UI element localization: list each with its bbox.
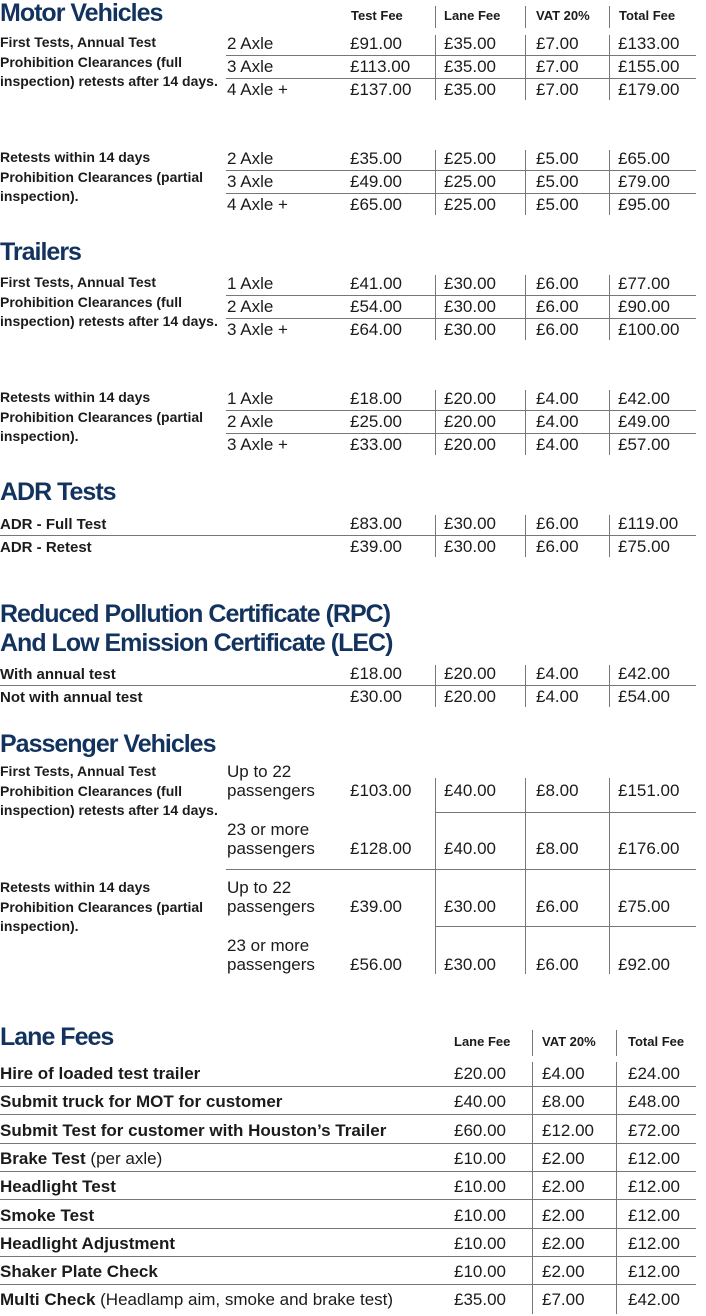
lane-fee-value: £20.00 [454, 1064, 506, 1083]
total-fee-value: £151.00 [618, 781, 680, 800]
column-divider [609, 150, 610, 215]
row-label: With annual test [0, 666, 116, 683]
vat-value: £7.00 [542, 1290, 585, 1310]
axle-label: 2 Axle [227, 412, 274, 431]
column-divider [525, 665, 526, 707]
row-label: Not with annual test [0, 689, 143, 706]
column-divider [525, 275, 526, 340]
vat-value: £6.00 [536, 297, 579, 316]
row-divider [226, 318, 696, 319]
axle-label: 3 Axle [227, 57, 274, 76]
total-fee-value: £42.00 [618, 664, 670, 683]
lane-fee-item-label: Headlight Adjustment [0, 1233, 176, 1253]
group-description: First Tests, Annual Test Prohibition Clearances (full inspection) retests after 14 days. [0, 274, 218, 329]
lane-fee-value: £10.00 [454, 1205, 506, 1225]
section-title-adr-tests: ADR Tests [0, 478, 116, 506]
lane-fee-value: £30.00 [444, 897, 496, 916]
total-fee-value: £12.00 [628, 1148, 680, 1168]
column-divider [435, 390, 436, 455]
group-description: First Tests, Annual Test Prohibition Clearances (full inspection) retests after 14 days. [0, 34, 218, 89]
lane-fee-item [0, 1121, 386, 1141]
lane-fee-value: £25.00 [444, 172, 496, 191]
lane-fee-value: £60.00 [454, 1120, 506, 1140]
axle-label: 2 Axle [227, 34, 274, 53]
passenger-label: Up to 22 [227, 762, 292, 781]
column-divider [609, 515, 610, 557]
lane-fee-value: £10.00 [454, 1177, 506, 1197]
section-title-passenger-vehicles: Passenger Vehicles [0, 730, 216, 758]
vat-value: £5.00 [536, 195, 579, 214]
total-fee-value: £42.00 [618, 389, 670, 408]
test-fee-value: £64.00 [350, 320, 402, 339]
vat-value: £2.00 [542, 1233, 585, 1253]
column-divider [525, 390, 526, 455]
lane-fee-value: £30.00 [444, 297, 496, 316]
test-fee-value: £91.00 [350, 34, 402, 53]
total-fee-value: £95.00 [618, 195, 670, 214]
lane-fee-item [0, 1262, 158, 1282]
row-divider [226, 55, 696, 56]
section-title-lane-fees: Lane Fees [0, 1023, 114, 1051]
lane-fee-item [0, 1064, 200, 1084]
lane-fee-value: £20.00 [444, 389, 496, 408]
section-title-rpc-line1: Reduced Pollution Certificate (RPC) [0, 600, 391, 628]
row-divider [226, 410, 696, 411]
row-divider [0, 1171, 696, 1172]
passenger-label: 23 or more [227, 820, 310, 839]
total-fee-value: £119.00 [618, 514, 679, 533]
vat-value: £6.00 [536, 320, 579, 339]
vat-value: £6.00 [536, 274, 579, 293]
lane-fee-item [0, 1092, 282, 1112]
vat-value: £4.00 [536, 412, 579, 431]
column-divider [532, 1030, 533, 1056]
row-divider [435, 812, 696, 813]
section-title-motor-vehicles: Motor Vehicles [0, 0, 163, 27]
lane-fee-value: £35.00 [444, 80, 496, 99]
vat-value: £8.00 [536, 839, 579, 858]
row-divider [0, 1284, 696, 1285]
lane-fee-item-note: (Headlamp aim, smoke and brake test) [100, 1290, 394, 1310]
row-label: ADR - Retest [0, 539, 92, 556]
lane-fee-item-label: Brake Test [0, 1148, 86, 1168]
test-fee-value: £30.00 [350, 687, 402, 706]
total-fee-value: £12.00 [628, 1205, 680, 1225]
passenger-label: passengers [227, 781, 315, 800]
test-fee-value: £137.00 [350, 80, 412, 99]
column-divider [525, 6, 526, 28]
total-fee-value: £65.00 [618, 149, 670, 168]
row-divider [226, 295, 696, 296]
passenger-label: passengers [227, 955, 315, 974]
total-fee-value: £72.00 [628, 1120, 680, 1140]
test-fee-value: £39.00 [350, 537, 402, 556]
lane-fee-item [0, 1177, 116, 1197]
passenger-label: 23 or more [227, 936, 310, 955]
header-lane-fee: Lane Fee [444, 8, 501, 23]
row-divider [0, 1256, 696, 1257]
test-fee-value: £83.00 [350, 514, 402, 533]
lane-fee-value: £25.00 [444, 149, 496, 168]
lane-fee-item-label: Smoke Test [0, 1205, 95, 1225]
lane-fee-value: £10.00 [454, 1233, 506, 1253]
column-divider [525, 515, 526, 557]
lane-fee-value: £30.00 [444, 274, 496, 293]
group-description: First Tests, Annual Test Prohibition Clearances (full inspection) retests after 14 days. [0, 763, 218, 818]
column-divider [435, 275, 436, 340]
lane-fee-item-label: Headlight Test [0, 1177, 116, 1197]
column-divider [609, 390, 610, 455]
lane-fee-value: £40.00 [444, 781, 496, 800]
test-fee-value: £103.00 [350, 781, 412, 800]
axle-label: 3 Axle [227, 172, 274, 191]
vat-value: £6.00 [536, 955, 579, 974]
total-fee-value: £92.00 [618, 955, 670, 974]
test-fee-value: £128.00 [350, 839, 412, 858]
column-divider [609, 778, 610, 974]
column-divider [609, 275, 610, 340]
section-title-rpc-line2: And Low Emission Certificate (LEC) [0, 629, 393, 657]
column-divider [435, 778, 436, 974]
header-total-fee: Total Fee [628, 1034, 685, 1049]
lane-fee-item [0, 1206, 94, 1226]
row-label: ADR - Full Test [0, 516, 107, 533]
vat-value: £7.00 [536, 34, 579, 53]
row-divider [226, 78, 696, 79]
total-fee-value: £179.00 [618, 80, 680, 99]
axle-label: 1 Axle [227, 274, 274, 293]
test-fee-value: £65.00 [350, 195, 402, 214]
vat-value: £4.00 [536, 687, 579, 706]
total-fee-value: £54.00 [618, 687, 670, 706]
total-fee-value: £75.00 [618, 897, 670, 916]
lane-fee-item-label: Shaker Plate Check [0, 1262, 158, 1282]
axle-label: 2 Axle [227, 297, 274, 316]
test-fee-value: £49.00 [350, 172, 402, 191]
row-divider [0, 1199, 696, 1200]
test-fee-value: £56.00 [350, 955, 402, 974]
total-fee-value: £49.00 [618, 412, 670, 431]
total-fee-value: £42.00 [628, 1290, 680, 1310]
column-divider [525, 778, 526, 974]
total-fee-value: £75.00 [618, 537, 670, 556]
total-fee-value: £176.00 [618, 839, 680, 858]
header-vat: VAT 20% [536, 8, 590, 23]
vat-value: £2.00 [542, 1205, 585, 1225]
row-divider [226, 869, 696, 870]
passenger-label: Up to 22 [227, 878, 292, 897]
lane-fee-item [0, 1149, 162, 1169]
total-fee-value: £12.00 [628, 1233, 680, 1253]
total-fee-value: £24.00 [628, 1064, 680, 1083]
row-divider [0, 685, 696, 686]
test-fee-value: £25.00 [350, 412, 402, 431]
lane-fee-item [0, 1234, 175, 1254]
total-fee-value: £12.00 [628, 1177, 680, 1197]
column-divider [532, 1062, 533, 1314]
vat-value: £8.00 [536, 781, 579, 800]
row-divider [0, 1086, 696, 1087]
row-divider [0, 1228, 696, 1229]
column-divider [616, 1030, 617, 1056]
vat-value: £12.00 [542, 1120, 594, 1140]
axle-label: 4 Axle + [227, 195, 288, 214]
column-divider [435, 515, 436, 557]
lane-fee-value: £30.00 [444, 955, 496, 974]
test-fee-value: £54.00 [350, 297, 402, 316]
lane-fee-value: £30.00 [444, 514, 496, 533]
lane-fee-item-label: Submit Test for customer with Houston’s Trailer [0, 1120, 387, 1140]
axle-label: 2 Axle [227, 149, 274, 168]
vat-value: £6.00 [536, 537, 579, 556]
column-divider [609, 35, 610, 100]
row-divider [226, 170, 696, 171]
group-description: Retests within 14 days Prohibition Clearances (partial inspection). [0, 389, 204, 444]
lane-fee-value: £30.00 [444, 320, 496, 339]
vat-value: £2.00 [542, 1177, 585, 1197]
test-fee-value: £18.00 [350, 664, 402, 683]
column-divider [435, 150, 436, 215]
lane-fee-value: £35.00 [444, 57, 496, 76]
test-fee-value: £33.00 [350, 435, 402, 454]
row-divider [226, 433, 696, 434]
vat-value: £2.00 [542, 1262, 585, 1282]
axle-label: 3 Axle + [227, 320, 288, 339]
column-divider [435, 35, 436, 100]
test-fee-value: £41.00 [350, 274, 402, 293]
total-fee-value: £77.00 [618, 274, 670, 293]
lane-fee-value: £35.00 [444, 34, 496, 53]
group-description: Retests within 14 days Prohibition Clearances (partial inspection). [0, 149, 204, 204]
total-fee-value: £12.00 [628, 1262, 680, 1282]
total-fee-value: £155.00 [618, 57, 680, 76]
vat-value: £5.00 [536, 172, 579, 191]
lane-fee-value: £20.00 [444, 435, 496, 454]
lane-fee-value: £10.00 [454, 1148, 506, 1168]
row-divider [0, 1143, 696, 1144]
vat-value: £6.00 [536, 897, 579, 916]
header-total-fee: Total Fee [619, 8, 676, 23]
row-divider [435, 926, 696, 927]
row-divider [0, 535, 696, 536]
lane-fee-value: £20.00 [444, 664, 496, 683]
column-divider [609, 6, 610, 28]
lane-fee-value: £35.00 [454, 1290, 506, 1310]
vat-value: £5.00 [536, 149, 579, 168]
lane-fee-value: £30.00 [444, 537, 496, 556]
column-divider [435, 6, 436, 28]
lane-fee-item-label: Submit truck for MOT for customer [0, 1092, 283, 1112]
vat-value: £4.00 [536, 435, 579, 454]
row-divider [0, 1114, 696, 1115]
test-fee-value: £35.00 [350, 149, 402, 168]
lane-fee-value: £20.00 [444, 687, 496, 706]
column-divider [435, 665, 436, 707]
vat-value: £7.00 [536, 57, 579, 76]
lane-fee-item-label: Multi Check [0, 1290, 96, 1310]
vat-value: £4.00 [536, 664, 579, 683]
column-divider [609, 665, 610, 707]
passenger-label: passengers [227, 897, 315, 916]
test-fee-value: £39.00 [350, 897, 402, 916]
section-title-trailers: Trailers [0, 238, 81, 266]
lane-fee-value: £20.00 [444, 412, 496, 431]
axle-label: 4 Axle + [227, 80, 288, 99]
axle-label: 3 Axle + [227, 435, 288, 454]
axle-label: 1 Axle [227, 389, 274, 408]
lane-fee-value: £25.00 [444, 195, 496, 214]
total-fee-value: £100.00 [618, 320, 680, 339]
row-divider [226, 193, 696, 194]
column-divider [525, 150, 526, 215]
lane-fee-value: £40.00 [444, 839, 496, 858]
total-fee-value: £90.00 [618, 297, 670, 316]
test-fee-value: £113.00 [350, 57, 411, 76]
vat-value: £6.00 [536, 514, 579, 533]
vat-value: £8.00 [542, 1092, 585, 1112]
vat-value: £7.00 [536, 80, 579, 99]
passenger-label: passengers [227, 839, 315, 858]
vat-value: £4.00 [536, 389, 579, 408]
lane-fee-item-note: (per axle) [90, 1148, 163, 1168]
lane-fee-value: £40.00 [454, 1092, 506, 1112]
total-fee-value: £57.00 [618, 435, 670, 454]
vat-value: £4.00 [542, 1064, 585, 1083]
header-vat: VAT 20% [542, 1034, 596, 1049]
total-fee-value: £48.00 [628, 1092, 680, 1112]
column-divider [525, 35, 526, 100]
vat-value: £2.00 [542, 1148, 585, 1168]
group-description: Retests within 14 days Prohibition Clearances (partial inspection). [0, 879, 204, 934]
column-divider [616, 1062, 617, 1314]
test-fee-value: £18.00 [350, 389, 402, 408]
total-fee-value: £133.00 [618, 34, 680, 53]
total-fee-value: £79.00 [618, 172, 670, 191]
header-test-fee: Test Fee [351, 8, 403, 23]
header-lane-fee: Lane Fee [454, 1034, 511, 1049]
lane-fee-item [0, 1290, 393, 1310]
lane-fee-item-label: Hire of loaded test trailer [0, 1064, 201, 1083]
lane-fee-value: £10.00 [454, 1262, 506, 1282]
